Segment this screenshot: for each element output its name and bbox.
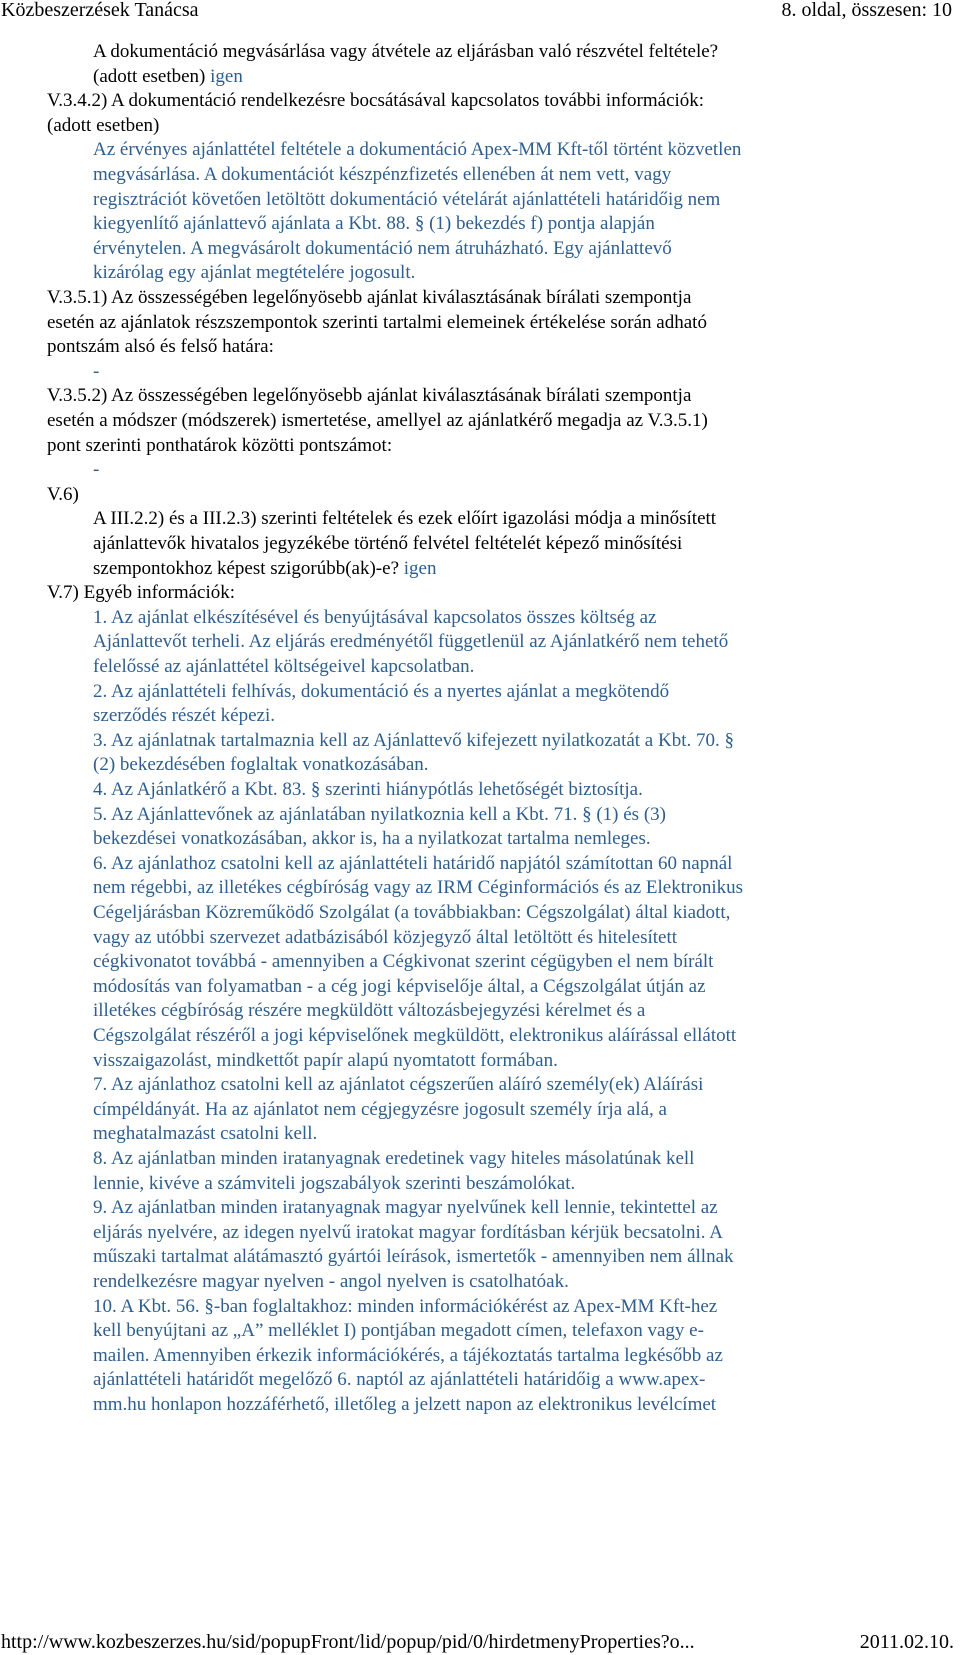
- line-value: bekezdései vonatkozásában, akkor is, ha a nyilatkozat tartalma nemleges.: [93, 828, 651, 850]
- line-value: meghatalmazást csatolni kell.: [93, 1123, 318, 1145]
- line-text: V.3.5.2) Az összességében legelőnyösebb ajánlat kiválasztásának bírálati szempontja: [47, 385, 692, 407]
- text-line: [93, 1245, 734, 1270]
- line-text: esetén az ajánlatok részszempontok szerinti tartalmi elemeinek értékelése során adható: [47, 311, 707, 333]
- line-text: V.7) Egyéb információk:: [47, 582, 236, 604]
- text-line: [93, 1073, 703, 1098]
- text-line: [93, 1368, 705, 1393]
- line-value: címpéldányát. Ha az ajánlatot nem cégjegyzésre jogosult személy írja alá, a: [93, 1098, 667, 1120]
- text-line: [93, 606, 656, 631]
- line-value: vagy az utóbbi szervezet adatbázisából közjegyző által letöltött és hitelesített: [93, 926, 678, 948]
- line-value: 7. Az ajánlathoz csatolni kell az ajánlatot cégszerűen aláíró személy(ek) Aláírási: [93, 1074, 704, 1096]
- line-text: ajánlattevők hivatalos jegyzékébe történő felvétel feltételét képező minősítési: [93, 533, 683, 554]
- text-line: [93, 729, 734, 754]
- line-value: kell benyújtani az „A” melléklet I) pontjában megadott címen, telefaxon vagy e-: [93, 1320, 704, 1342]
- line-text: (adott esetben): [93, 65, 211, 87]
- text-line: [93, 926, 677, 951]
- line-value: regisztrációt követően letöltött dokumentáció vételárát ajánlattételi határidőig nem: [93, 188, 721, 210]
- page-header: [1, 0, 960, 24]
- line-value: megvásárlása. A dokumentációt készpénzfizetés ellenében át nem vett, vagy: [93, 164, 672, 185]
- line-value: Ajánlattevőt terheli. Az eljárás eredményétől függetlenül az Ajánlatkérő nem tehető: [93, 631, 729, 653]
- line-text: esetén a módszer (módszerek) ismertetése, amellyel az ajánlatkérő megadja az V.3.5.1): [47, 410, 708, 431]
- line-value: 2. Az ajánlattételi felhívás, dokumentáció és a nyertes ajánlat a megkötendő: [93, 680, 670, 702]
- line-value: műszaki tartalmat alátámasztó gyártói leírások, ismertetők - amennyiben nem állnak: [93, 1246, 734, 1268]
- line-value: -: [93, 360, 100, 382]
- text-line: [47, 409, 708, 434]
- text-line: [93, 1295, 717, 1320]
- line-value: felelőssé az ajánlattétel költségeivel kapcsolatban.: [93, 656, 475, 677]
- line-value: visszaigazolást, mindkettőt papír alapú nyomtatott formában.: [93, 1049, 558, 1071]
- line-value: 10. A Kbt. 56. §-ban foglaltakhoz: minden információkérést az Apex-MM Kft-hez: [93, 1295, 718, 1317]
- line-value: eljárás nyelvére, az idegen nyelvű iratokat magyar fordításban kérjük becsatolni. A: [93, 1221, 723, 1243]
- text-line: [47, 114, 159, 139]
- line-value: kiegyenlítő ajánlattevő ajánlata a Kbt. 88. § (1) bekezdés f) pontja alapján: [93, 213, 655, 235]
- text-line: [93, 40, 718, 65]
- text-line: [93, 655, 474, 680]
- line-value: igen: [403, 557, 437, 579]
- text-line: [47, 335, 274, 360]
- text-line: [93, 1147, 694, 1172]
- text-line: [93, 163, 671, 188]
- text-line: [93, 212, 655, 237]
- line-value: (2) bekezdésében foglaltak vonatkozásában.: [93, 754, 429, 776]
- text-line: [93, 827, 651, 852]
- line-value: 6. Az ajánlathoz csatolni kell az ajánlattételi határidő napjától számítottan 60 napnál: [93, 852, 733, 874]
- line-text: (adott esetben): [47, 114, 160, 136]
- line-text: V.3.4.2) A dokumentáció rendelkezésre bocsátásával kapcsolatos további információk:: [47, 90, 705, 112]
- line-value: módosítás van folyamatban - a cég jogi képviselője által, a Cégszolgálat útján az: [93, 975, 706, 997]
- text-line: [93, 1122, 317, 1147]
- text-line: [93, 999, 645, 1024]
- text-line: [93, 360, 99, 385]
- text-line: [93, 1172, 575, 1197]
- line-value: nem régebbi, az illetékes cégbíróság vagy az IRM Céginformációs és az Elektronikus: [93, 877, 743, 899]
- line-value: mailen. Amennyiben érkezik információkérés, a tájékoztatás tartalma legkésőbb az: [93, 1344, 723, 1366]
- text-line: [93, 237, 672, 262]
- page-number: 8. oldal, összesen: 10: [781, 0, 952, 21]
- text-line: [93, 138, 741, 163]
- text-line: [93, 1024, 736, 1049]
- text-line: [93, 1196, 718, 1221]
- line-value: cégkivonatot továbbá - amennyiben a Cégkivonat szerint cégügyben el nem bírált: [93, 951, 714, 973]
- line-value: igen: [210, 65, 243, 87]
- text-line: [93, 557, 436, 582]
- text-line: [47, 286, 691, 311]
- text-line: [47, 483, 79, 508]
- text-line: [47, 434, 392, 459]
- line-value: Cégszolgálat részéről a jogi képviselőnek megküldött, elektronikus aláírással ellátott: [93, 1025, 737, 1046]
- line-value: érvénytelen. A megvásárolt dokumentáció nem átruházható. Egy ajánlattevő: [93, 237, 672, 259]
- text-line: [93, 803, 666, 828]
- text-line: [93, 1049, 558, 1074]
- line-text: A III.2.2) és a III.2.3) szerinti feltételek és ezek előírt igazolási módja a minősített: [93, 508, 717, 530]
- page-footer: [1, 1630, 960, 1654]
- line-value: rendelkezésre magyar nyelven - angol nyelven is csatolhatóak.: [93, 1271, 569, 1292]
- text-line: [93, 188, 720, 213]
- text-line: [93, 1319, 704, 1344]
- line-text: pontszám alsó és felső határa:: [47, 336, 274, 358]
- text-line: [93, 630, 728, 655]
- text-line: [93, 532, 682, 557]
- text-line: [93, 458, 99, 483]
- text-line: [47, 581, 235, 606]
- text-line: [93, 1344, 723, 1369]
- line-value: ajánlattételi határidőt megelőző 6. naptól az ajánlattételi határidőig a www.apex-: [93, 1369, 706, 1391]
- line-value: szerződés részét képezi.: [93, 705, 275, 727]
- text-line: [93, 507, 716, 532]
- text-line: [93, 1221, 723, 1246]
- line-value: 5. Az Ajánlattevőnek az ajánlatában nyilatkoznia kell a Kbt. 71. § (1) és (3): [93, 803, 666, 825]
- line-value: Cégeljárásban Közreműködő Szolgálat (a továbbiakban: Cégszolgálat) által kiadott,: [93, 902, 731, 923]
- text-line: [47, 89, 704, 114]
- line-text: A dokumentáció megvásárlása vagy átvétele az eljárásban való részvétel feltétele?: [93, 41, 719, 62]
- line-text: szempontokhoz képest szigorúbb(ak)-e?: [93, 557, 404, 579]
- text-line: [47, 311, 707, 336]
- text-line: [93, 975, 706, 1000]
- text-line: [93, 1098, 667, 1123]
- text-line: [93, 950, 713, 975]
- line-value: 1. Az ajánlat elkészítésével és benyújtásával kapcsolatos összes költség az: [93, 606, 657, 628]
- line-text: V.6): [47, 483, 79, 505]
- text-line: [93, 261, 415, 286]
- line-value: illetékes cégbíróság részére megküldött változásbejegyzési kérelmet és a: [93, 1000, 646, 1022]
- line-value: 8. Az ajánlatban minden iratanyagnak eredetinek vagy hiteles másolatúnak kell: [93, 1148, 695, 1169]
- line-value: 9. Az ajánlatban minden iratanyagnak magyar nyelvűnek kell lennie, tekintettel az: [93, 1197, 718, 1219]
- footer-url: http://www.kozbeszerzes.hu/sid/popupFront/lid/popup/pid/0/hirdetmenyProperties?o...: [1, 1631, 695, 1653]
- line-value: 4. Az Ajánlatkérő a Kbt. 83. § szerinti hiánypótlás lehetőségét biztosítja.: [93, 779, 643, 800]
- line-value: lennie, kivéve a számviteli jogszabályok szerinti beszámolókat.: [93, 1172, 576, 1194]
- footer-date: 2011.02.10.: [859, 1631, 954, 1653]
- text-line: [93, 704, 275, 729]
- text-line: [93, 852, 732, 877]
- text-line: [93, 1393, 716, 1418]
- text-line: [93, 778, 643, 803]
- line-value: -: [93, 459, 100, 481]
- text-line: [93, 1270, 569, 1295]
- text-line: [93, 901, 730, 926]
- text-line: [93, 680, 669, 705]
- text-line: [93, 876, 743, 901]
- text-line: [47, 384, 691, 409]
- line-value: mm.hu honlapon hozzáférhető, illetőleg a jelzett napon az elektronikus levélcímet: [93, 1394, 717, 1415]
- line-text: pont szerinti ponthatárok közötti pontszámot:: [47, 434, 393, 456]
- line-value: 3. Az ajánlatnak tartalmaznia kell az Ajánlattevő kifejezett nyilatkozatát a Kbt. 70. §: [93, 729, 734, 751]
- header-title: Közbeszerzések Tanácsa: [1, 0, 199, 21]
- line-value: Az érvényes ajánlattétel feltétele a dokumentáció Apex-MM Kft-től történt közvetlen: [93, 139, 742, 161]
- line-value: kizárólag egy ajánlat megtételére jogosult.: [93, 262, 416, 284]
- line-text: V.3.5.1) Az összességében legelőnyösebb ajánlat kiválasztásának bírálati szempontja: [47, 287, 692, 308]
- text-line: [93, 65, 243, 90]
- text-line: [93, 753, 429, 778]
